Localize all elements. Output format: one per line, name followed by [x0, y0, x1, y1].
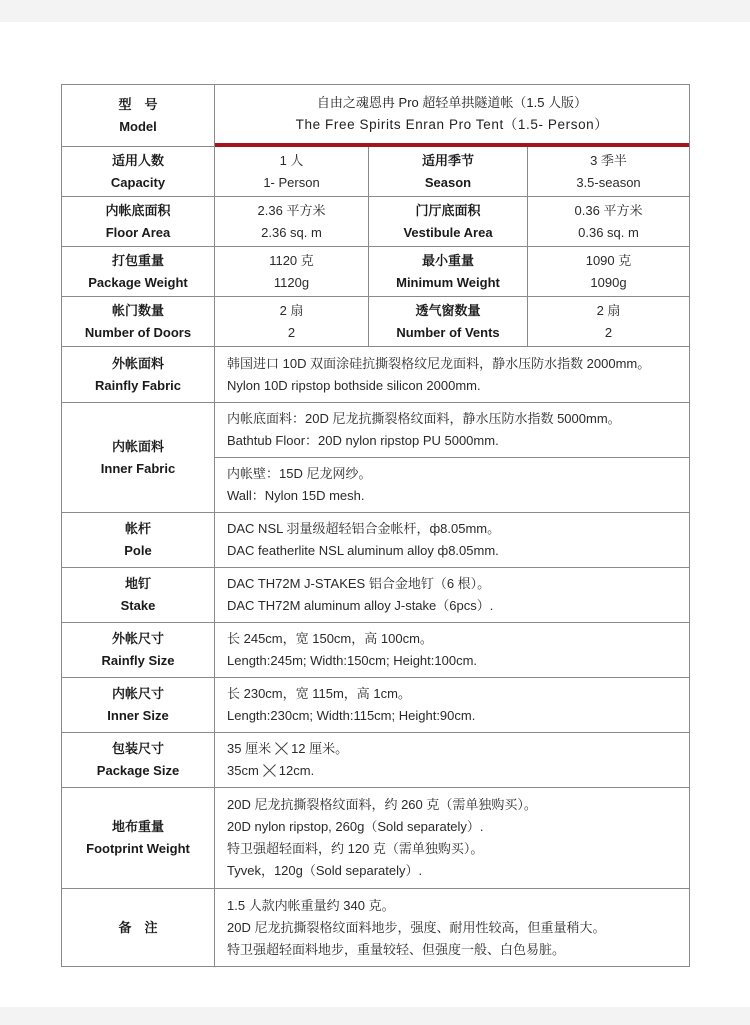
vestibule-area-value: [528, 197, 690, 247]
remarks-line-1: 1.5 人款内帐重量约 340 克。: [227, 897, 395, 913]
footprint-line-3: 特卫强超轻面料，约 120 克（需单独购买）。: [227, 841, 484, 856]
doors-value-cn: 2 扇: [279, 302, 304, 318]
floor-area-label-cn: 内帐底面积: [105, 202, 171, 218]
model-row: [62, 85, 690, 147]
accent-bar: [215, 143, 689, 147]
rainfly-fabric-line-2: Nylon 10D ripstop bothside silicon 2000mm.: [227, 377, 481, 393]
rainfly-fabric-label-cn: 外帐面料: [111, 355, 164, 371]
footprint-row: [62, 788, 690, 889]
floor-area-value-en: 2.36 sq. m: [261, 224, 322, 240]
rainfly-size-value: [215, 623, 690, 678]
footprint-label-cn: 地布重量: [111, 819, 164, 834]
inner-fabric-floor: [215, 403, 690, 458]
vestibule-area-value-en: 0.36 sq. m: [578, 224, 639, 240]
rainfly-size-line-1: 长 245cm，宽 150cm，高 100cm。: [227, 631, 433, 646]
inner-fabric-wall: [215, 458, 690, 513]
package-size-cn-b: 12 厘米。: [291, 741, 349, 756]
package-weight-label-en: Package Weight: [88, 274, 188, 290]
season-value: [528, 147, 690, 197]
inner-floor-line-2: Bathtub Floor：20D nylon ripstop PU 5000mm.: [227, 433, 499, 448]
vents-label: [369, 297, 528, 347]
inner-size-label: [62, 678, 215, 733]
rainfly-size-row: [62, 623, 690, 678]
vents-value-en: 2: [604, 324, 613, 340]
rainfly-size-label: [62, 623, 215, 678]
package-weight-value-en: 1120g: [273, 274, 310, 290]
rainfly-size-label-en: Rainfly Size: [101, 653, 175, 668]
capacity-value-en: 1- Person: [263, 174, 320, 190]
remarks-row: [62, 889, 690, 967]
footprint-value: [215, 788, 690, 889]
season-label-en: Season: [424, 174, 472, 190]
vestibule-area-label-en: Vestibule Area: [403, 224, 493, 240]
package-size-en-a: 35cm: [227, 763, 259, 778]
pole-row: [62, 513, 690, 568]
footprint-line-2: 20D nylon ripstop, 260g（Sold separately）.: [227, 819, 484, 834]
package-weight-value-cn: 1120 克: [269, 252, 314, 268]
inner-fabric-label-en: Inner Fabric: [100, 460, 176, 476]
spec-table: [61, 84, 690, 967]
capacity-season-row: [62, 147, 690, 197]
doors-label-cn: 帐门数量: [111, 302, 164, 318]
inner-size-line-1: 长 230cm，宽 115m，高 1cm。: [227, 686, 411, 701]
inner-wall-line-2: Wall：Nylon 15D mesh.: [227, 488, 365, 503]
capacity-label-cn: 适用人数: [111, 152, 164, 168]
floor-area-value: [215, 197, 369, 247]
rainfly-fabric-line-1: 韩国进口 10D 双面涂硅抗撕裂格纹尼龙面料，静水压防水指数 2000mm。: [227, 355, 651, 371]
times-icon: [274, 741, 288, 755]
rainfly-fabric-label: [62, 347, 215, 403]
rainfly-size-line-2: Length:245m; Width:150cm; Height:100cm.: [227, 653, 478, 668]
footprint-line-1: 20D 尼龙抗撕裂格纹面料，约 260 克（需单独购买）。: [227, 797, 537, 812]
remarks-label-cn: 备 注: [118, 919, 158, 935]
package-size-cn-a: 35 厘米: [227, 741, 272, 756]
minimum-weight-value-cn: 1090 克: [585, 252, 632, 268]
rainfly-fabric-label-en: Rainfly Fabric: [95, 377, 181, 393]
capacity-value-cn: 1 人: [279, 152, 304, 168]
vents-label-cn: 透气窗数量: [415, 302, 481, 318]
package-size-label-en: Package Size: [96, 763, 180, 778]
inner-floor-line-1: 内帐底面料：20D 尼龙抗撕裂格纹面料，静水压防水指数 5000mm。: [227, 411, 621, 426]
vestibule-area-label-cn: 门厅底面积: [415, 202, 481, 218]
vents-label-en: Number of Vents: [396, 324, 500, 340]
vestibule-area-label: [369, 197, 528, 247]
season-label: [369, 147, 528, 197]
times-icon: [262, 763, 276, 777]
capacity-label: [62, 147, 215, 197]
area-row: [62, 197, 690, 247]
stake-label-cn: 地钉: [124, 576, 151, 591]
package-size-line-en: [227, 760, 679, 782]
package-weight-label: [62, 247, 215, 297]
stake-row: [62, 568, 690, 623]
vents-value-cn: 2 扇: [596, 302, 621, 318]
weight-row: [62, 247, 690, 297]
minimum-weight-label: [369, 247, 528, 297]
capacity-label-en: Capacity: [110, 174, 166, 190]
package-size-en-b: 12cm.: [278, 763, 315, 778]
doors-vents-row: [62, 297, 690, 347]
inner-size-value: [215, 678, 690, 733]
inner-wall-line-1: 内帐壁：15D 尼龙网纱。: [227, 466, 372, 481]
package-size-label-cn: 包装尺寸: [111, 741, 164, 756]
stake-label: [62, 568, 215, 623]
stake-line-1: DAC TH72M J-STAKES 铝合金地钉（6 根）。: [227, 576, 491, 591]
doors-value-en: 2: [287, 324, 296, 340]
inner-size-label-cn: 内帐尺寸: [111, 686, 164, 701]
remarks-line-3: 特卫强超轻面料地步，重量较轻、但强度一般、白色易脏。: [227, 941, 566, 957]
inner-size-line-2: Length:230cm; Width:115cm; Height:90cm.: [227, 708, 476, 723]
rainfly-fabric-row: [62, 347, 690, 403]
capacity-value: [215, 147, 369, 197]
pole-label: [62, 513, 215, 568]
model-label-cell: [62, 85, 215, 147]
model-label-en: Model: [119, 118, 157, 134]
inner-fabric-label-cn: 内帐面料: [111, 438, 164, 454]
floor-area-label: [62, 197, 215, 247]
package-weight-label-cn: 打包重量: [111, 252, 164, 268]
pole-value: [215, 513, 690, 568]
remarks-value: [215, 889, 690, 967]
package-weight-value: [215, 247, 369, 297]
inner-fabric-row: [62, 403, 690, 458]
stake-value: [215, 568, 690, 623]
inner-size-row: [62, 678, 690, 733]
package-size-row: [62, 733, 690, 788]
package-size-line-cn: [227, 738, 679, 760]
pole-line-1: DAC NSL 羽量级超轻铝合金帐杆，ф8.05mm。: [227, 521, 501, 536]
rainfly-size-label-cn: 外帐尺寸: [111, 631, 164, 646]
model-value-cell: [215, 85, 690, 147]
minimum-weight-value-en: 1090g: [590, 274, 627, 290]
minimum-weight-value: [528, 247, 690, 297]
package-size-label: [62, 733, 215, 788]
rainfly-fabric-value: [215, 347, 690, 403]
doors-label: [62, 297, 215, 347]
footprint-label-en: Footprint Weight: [86, 841, 190, 856]
model-title-cn: 自由之魂恩冉 Pro 超轻单拱隧道帐（1.5 人版）: [316, 94, 588, 110]
season-value-en: 3.5-season: [576, 174, 641, 190]
remarks-label: [62, 889, 215, 967]
package-size-value: [215, 733, 690, 788]
pole-line-2: DAC featherlite NSL aluminum alloy ф8.05mm.: [227, 543, 499, 558]
doors-label-en: Number of Doors: [84, 324, 192, 340]
model-label-cn: 型 号: [118, 96, 158, 112]
vestibule-area-value-cn: 0.36 平方米: [574, 202, 643, 218]
inner-size-label-en: Inner Size: [107, 708, 169, 723]
stake-line-2: DAC TH72M aluminum alloy J-stake（6pcs）.: [227, 598, 494, 613]
remarks-line-2: 20D 尼龙抗撕裂格纹面料地步，强度、耐用性较高，但重量稍大。: [227, 919, 606, 935]
minimum-weight-label-en: Minimum Weight: [396, 274, 500, 290]
minimum-weight-label-cn: 最小重量: [421, 252, 474, 268]
model-title-en: The Free Spirits Enran Pro Tent（1.5- Person）: [295, 116, 609, 132]
stake-label-en: Stake: [120, 598, 156, 613]
season-value-cn: 3 季半: [590, 152, 627, 168]
pole-label-en: Pole: [124, 543, 152, 558]
floor-area-label-en: Floor Area: [105, 224, 171, 240]
pole-label-cn: 帐杆: [124, 521, 151, 536]
season-label-cn: 适用季节: [421, 152, 474, 168]
vents-value: [528, 297, 690, 347]
inner-fabric-label: [62, 403, 215, 513]
footprint-label: [62, 788, 215, 889]
floor-area-value-cn: 2.36 平方米: [257, 202, 326, 218]
footprint-line-4: Tyvek，120g（Sold separately）.: [227, 863, 423, 878]
doors-value: [215, 297, 369, 347]
